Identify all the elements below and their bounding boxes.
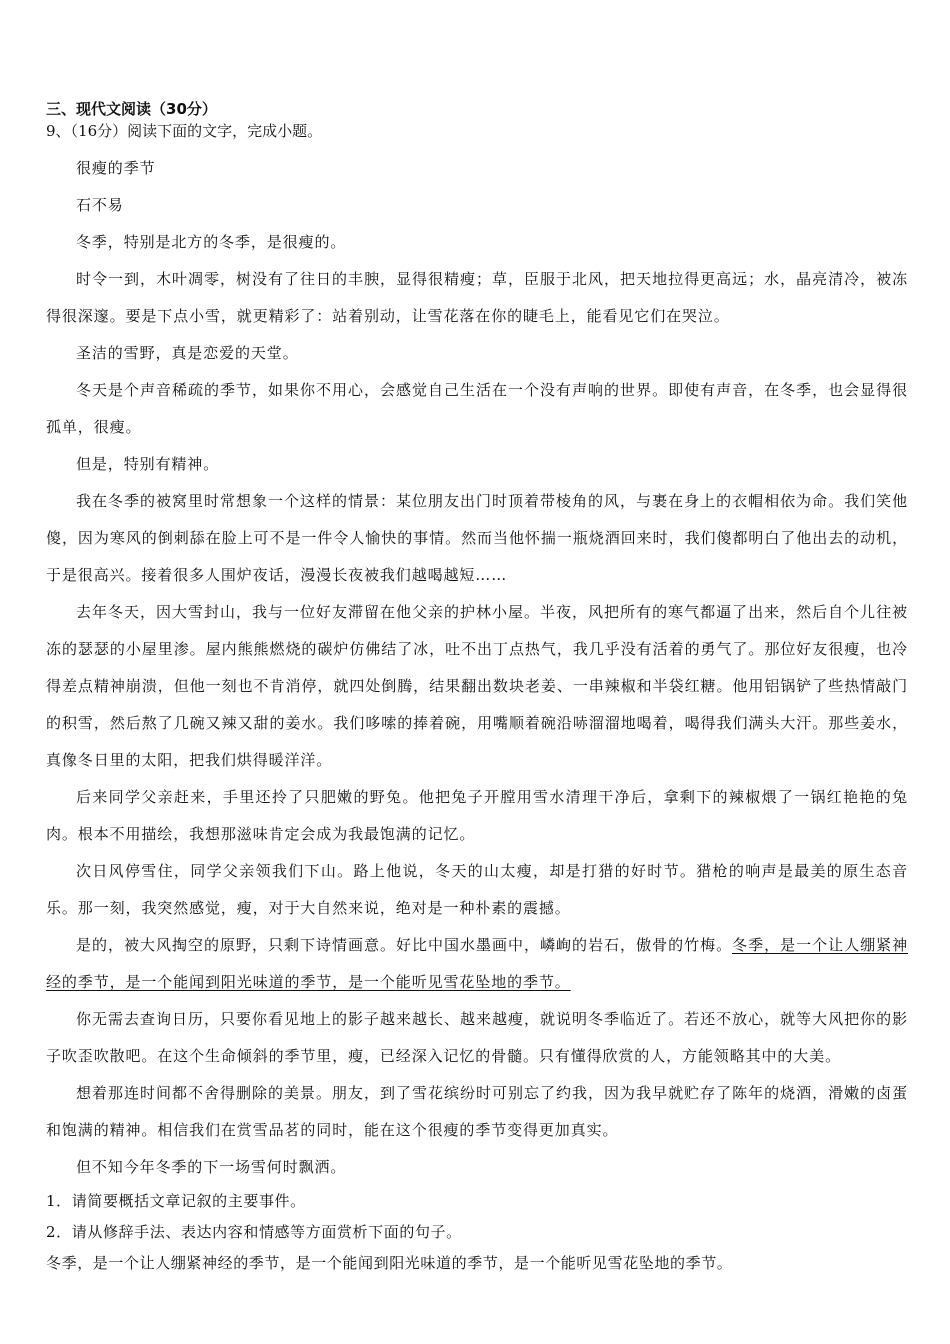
sub-question-2: 2．请从修辞手法、表达内容和情感等方面赏析下面的句子。 [46,1223,462,1241]
paragraph: 但不知今年冬季的下一场雪何时飘洒。 [76,1158,347,1176]
article-author: 石不易 [76,196,124,214]
paragraph-with-underline [46,927,908,1001]
paragraph: 但是，特别有精神。 [76,455,220,473]
paragraph-text: 是的，被大风掏空的原野，只剩下诗情画意。好比中国水墨画中，嶙峋的岩石，傲骨的竹梅。 [76,936,733,954]
paragraph: 去年冬天，因大雪封山，我与一位好友滞留在他父亲的护林小屋。半夜，风把所有的寒气都逼了出来，然后自个儿往被冻的瑟瑟的小屋里渗。屋内熊熊燃烧的碳炉仿佛结了冰，吐不出丁点热气，我几乎没有活着的勇气了。那位好友很瘦，也冷得差点精神崩溃，但他一刻也不肯消停，就四处倒腾，结果翻出数块老姜、一串辣椒和半袋红糖。他用铝锅铲了些热情敲门的积雪，然后熬了几碗又辣又甜的姜水。我们哆嗦的捧着碗，用嘴顺着碗沿哧溜溜地喝着，喝得我们满头大汗。那些姜水，真像冬日里的太阳，把我们烘得暖洋洋。 [46,603,908,769]
underlined-sentence: 冬季，是一个让人绷紧神经的季节，是一个能闻到阳光味道的季节，是一个能听见雪花坠地的季节。 [46,936,908,991]
paragraph: 冬天是个声音稀疏的季节，如果你不用心，会感觉自己生活在一个没有声响的世界。即使有声音，在冬季，也会显得很孤单，很瘦。 [46,381,908,436]
paragraph: 冬季，特别是北方的冬季，是很瘦的。 [76,233,347,251]
question-number: 9、 [46,122,71,140]
paragraph: 圣洁的雪野，真是恋爱的天堂。 [76,344,299,362]
paragraph: 我在冬季的被窝里时常想象一个这样的情景：某位朋友出门时顶着带棱角的风，与裹在身上的衣帽相依为命。我们笑他傻，因为寒风的倒刺舔在脸上可不是一件令人愉快的事情。然而当他怀揣一瓶烧酒回来时，我们傻都明白了他出去的动机，于是很高兴。接着很多人围炉夜话，漫漫长夜被我们越喝越短…… [46,492,908,584]
paragraph: 你无需去查询日历，只要你看见地上的影子越来越长、越来越瘦，就说明冬季临近了。若还不放心，就等大风把你的影子吹歪吹散吧。在这个生命倾斜的季节里，瘦，已经深入记忆的骨髓。只有懂得欣赏的人，方能领略其中的大美。 [46,1010,908,1065]
section-heading: 三、现代文阅读（30分） [46,100,217,118]
paragraph: 时令一到，木叶凋零，树没有了往日的丰腴，显得很精瘦；草，臣服于北风，把天地拉得更高远；水，晶亮清冷，被冻得很深邃。要是下点小雪，就更精彩了：站着别动，让雪花落在你的睫毛上，能看见它们在哭泣。 [46,270,908,325]
paragraph: 次日风停雪住，同学父亲领我们下山。路上他说，冬天的山太瘦，却是打猎的好时节。猎枪的响声是最美的原生态音乐。那一刻，我突然感觉，瘦，对于大自然来说，绝对是一种朴素的震撼。 [46,862,908,917]
exam-page [46,98,908,1279]
paragraph: 后来同学父亲赶来，手里还拎了只肥嫩的野兔。他把兔子开膛用雪水清理干净后，拿剩下的辣椒煨了一锅红艳艳的兔肉。根本不用描绘，我想那滋味肯定会成为我最饱满的记忆。 [46,788,908,843]
article-title: 很瘦的季节 [76,159,156,177]
paragraph: 想着那连时间都不舍得删除的美景。朋友，到了雪花缤纷时可别忘了约我，因为我早就贮存了陈年的烧酒，滑嫩的卤蛋和饱满的精神。相信我们在赏雪品茗的同时，能在这个很瘦的季节变得更加真实。 [46,1084,908,1139]
sub-question-1: 1．请简要概括文章记叙的主要事件。 [46,1192,306,1210]
question-header [46,120,908,142]
quoted-sentence: 冬季，是一个让人绷紧神经的季节，是一个能闻到阳光味道的季节，是一个能听见雪花坠地的季节。 [46,1254,733,1272]
question-prompt: （16分）阅读下面的文字，完成小题。 [70,122,323,140]
